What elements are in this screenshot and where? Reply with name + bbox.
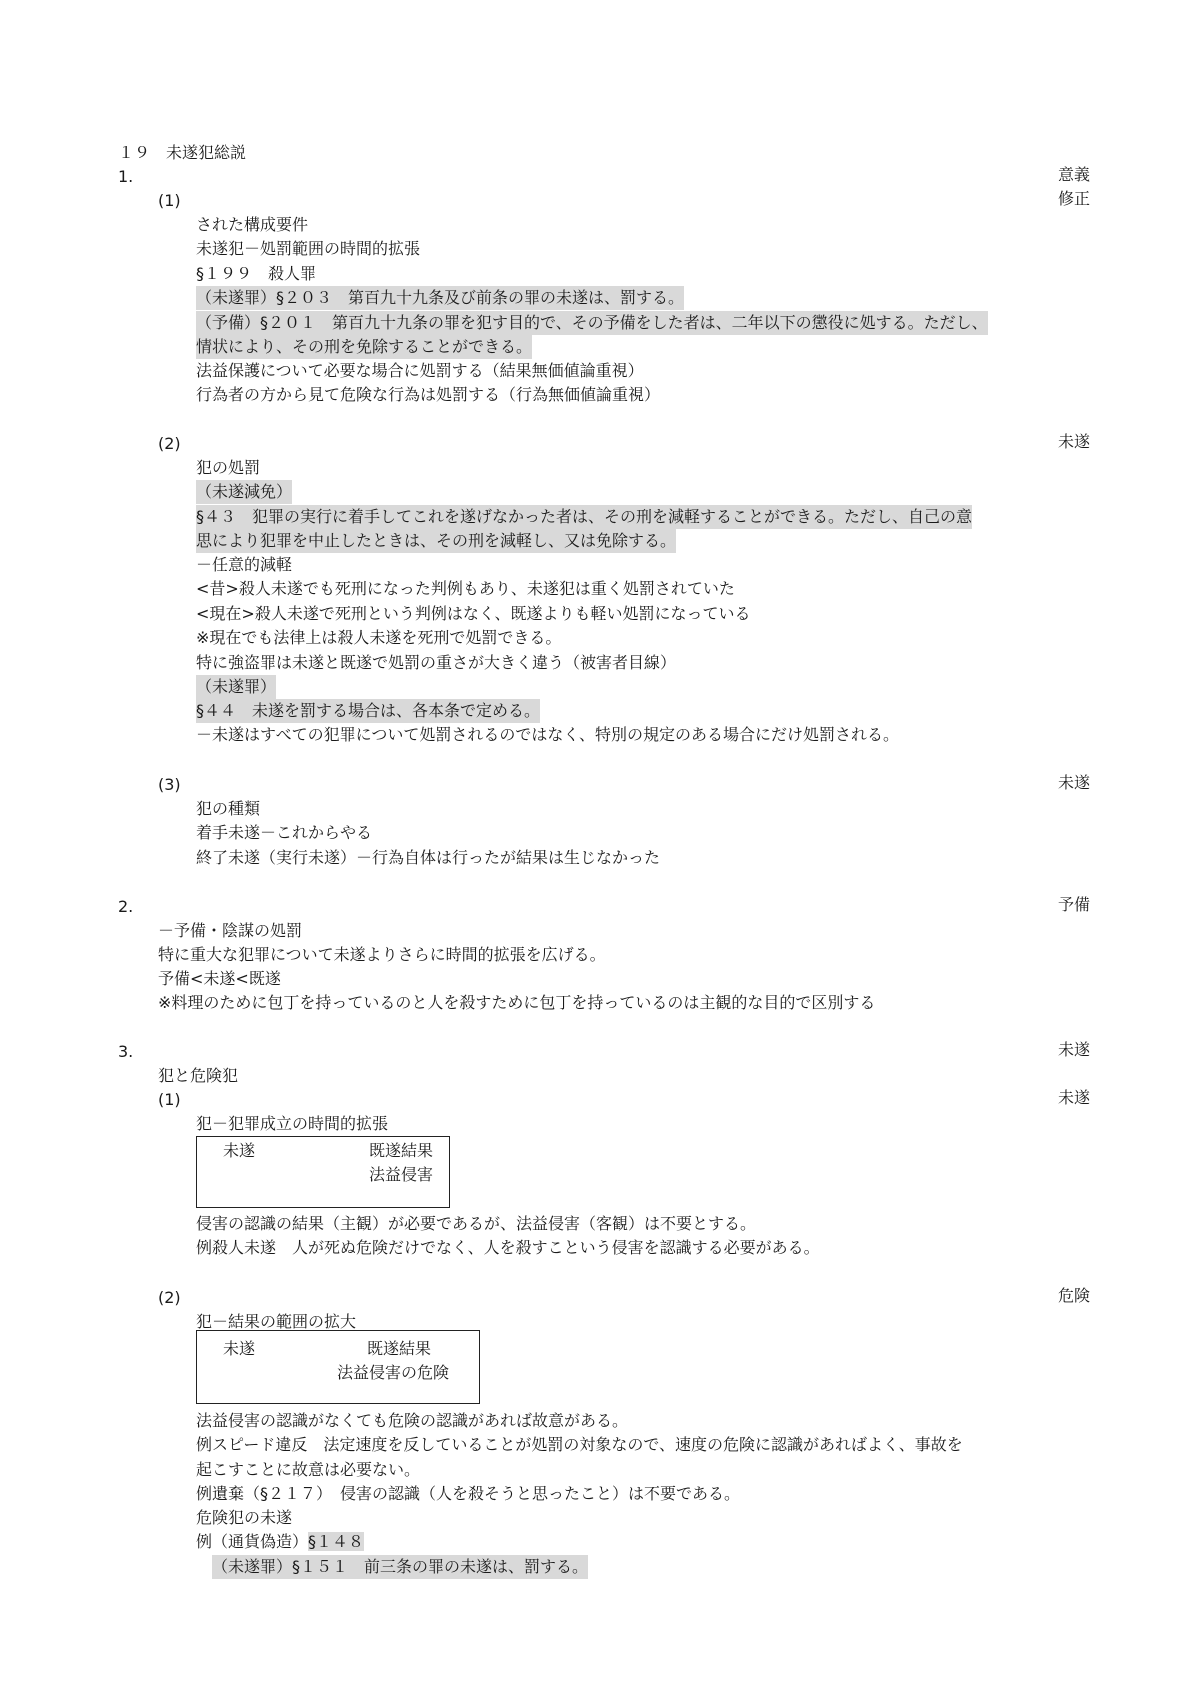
statute-quote: （未遂罪）§２０３ 第百九十九条及び前条の罪の未遂は、罰する。 [196,286,684,310]
text-line: 起こすことに故意は必要ない。 [196,1460,421,1479]
statute-quote: （未遂罪） [196,675,276,699]
text-line: 行為者の方から見て危険な行為は処罰する（行為無価値論重視） [196,385,661,404]
text-line: －予備・陰謀の処罰 [158,921,303,940]
statute-quote: §４４ 未遂を罰する場合は、各本条で定める。 [196,699,540,723]
text-line: 侵害の認識の結果（主観）が必要であるが、法益侵害（客観）は不要とする。 [196,1214,757,1233]
section-3-1-number: (1) [158,1090,181,1109]
statute-quote: §４３ 犯罪の実行に着手してこれを遂げなかった者は、その刑を減軽することができる。ただし、自己の意 [196,505,972,529]
section-1-2-side-label: 未遂 [1058,432,1091,451]
text-line: 犯－結果の範囲の拡大 [196,1312,357,1331]
text-line: －任意的減軽 [196,555,293,574]
statute-quote: 思により犯罪を中止したときは、その刑を減軽し、又は免除する。 [196,529,676,553]
text-line: 終了未遂（実行未遂）－行為自体は行ったが結果は生じなかった [196,848,661,867]
section-2-side-label: 予備 [1058,895,1091,914]
article-heading: §１９９ 殺人罪 [196,264,317,283]
section-2-number: 2. [118,897,134,916]
diagram-box-2-right-label-1: 既遂結果 [367,1339,432,1358]
diagram-box-1-right-label-1: 既遂結果 [369,1141,434,1160]
text-line: 例遺棄（§２１７） 侵害の認識（人を殺そうと思ったこと）は不要である。 [196,1484,741,1503]
statute-quote: （未遂減免） [196,480,292,504]
statute-quote: （予備）§２０１ 第百九十九条の罪を犯す目的で、その予備をした者は、二年以下の懲役に処する。ただし、 [196,311,988,335]
section-3-2-side-label: 危険 [1058,1286,1091,1305]
text-line: <現在>殺人未遂で死刑という判例はなく、既遂よりも軽い処罰になっている [196,604,751,623]
section-1-side-label-top: 意義 [1058,165,1091,184]
section-3-number: 3. [118,1042,134,1061]
text-line: 犯と危険犯 [158,1066,239,1085]
section-1-3-number: (3) [158,775,181,794]
text-line: 法益保護について必要な場合に処罰する（結果無価値論重視） [196,361,644,380]
text-line [196,1530,364,1554]
section-1-2-number: (2) [158,434,181,453]
text-line: 犯の種類 [196,799,261,818]
text-line: 法益侵害の認識がなくても危険の認識があれば故意がある。 [196,1411,629,1430]
text-line: 犯－犯罪成立の時間的拡張 [196,1114,389,1133]
text-line: －未遂はすべての犯罪について処罰されるのではなく、特別の規定のある場合にだけ処罰される。 [196,725,900,744]
section-3-side-label: 未遂 [1058,1040,1091,1059]
text-line: ※料理のために包丁を持っているのと人を殺すために包丁を持っているのは主観的な目的で区別する [158,993,876,1012]
text-line: 特に強盗罪は未遂と既遂で処罰の重さが大きく違う（被害者目線） [196,653,677,672]
section-3-1-side-label: 未遂 [1058,1088,1091,1107]
article-reference: §１４８ [308,1532,365,1551]
text-line: 予備<未遂<既遂 [158,969,281,988]
text-line: 未遂犯－処罰範囲の時間的拡張 [196,239,421,258]
diagram-box-1-right-label-2: 法益侵害 [369,1165,434,1184]
diagram-box-1-left-label: 未遂 [223,1141,256,1160]
text-line: された構成要件 [196,215,309,234]
diagram-box-2 [196,1330,480,1404]
text-line: 例殺人未遂 人が死ぬ危険だけでなく、人を殺すこという侵害を認識する必要がある。 [196,1238,820,1257]
text-line: ※現在でも法律上は殺人未遂を死刑で処罰できる。 [196,628,562,647]
statute-quote: （未遂罪）§１５１ 前三条の罪の未遂は、罰する。 [212,1555,588,1579]
diagram-box-1 [196,1136,450,1208]
section-1-side-label-bottom: 修正 [1058,189,1091,208]
document-title: １９ 未遂犯総説 [118,143,247,162]
diagram-box-2-left-label: 未遂 [223,1339,256,1358]
text-line: 着手未遂－これからやる [196,823,373,842]
text-line: 特に重大な犯罪について未遂よりさらに時間的拡張を広げる。 [158,945,606,964]
text-line: 危険犯の未遂 [196,1508,293,1527]
example-label: 例（通貨偽造） [196,1532,309,1551]
text-line: 例スピード違反 法定速度を反していることが処罰の対象なので、速度の危険に認識があればよく、事故を [196,1435,963,1454]
statute-quote: 情状により、その刑を免除することができる。 [196,335,532,359]
text-line: <昔>殺人未遂でも死刑になった判例もあり、未遂犯は重く処罰されていた [196,579,735,598]
diagram-box-2-right-label-2: 法益侵害の危険 [337,1363,450,1382]
section-3-2-number: (2) [158,1288,181,1307]
section-1-number: 1. [118,167,134,186]
section-1-1-number: (1) [158,191,181,210]
text-line: 犯の処罰 [196,458,261,477]
section-1-3-side-label: 未遂 [1058,773,1091,792]
